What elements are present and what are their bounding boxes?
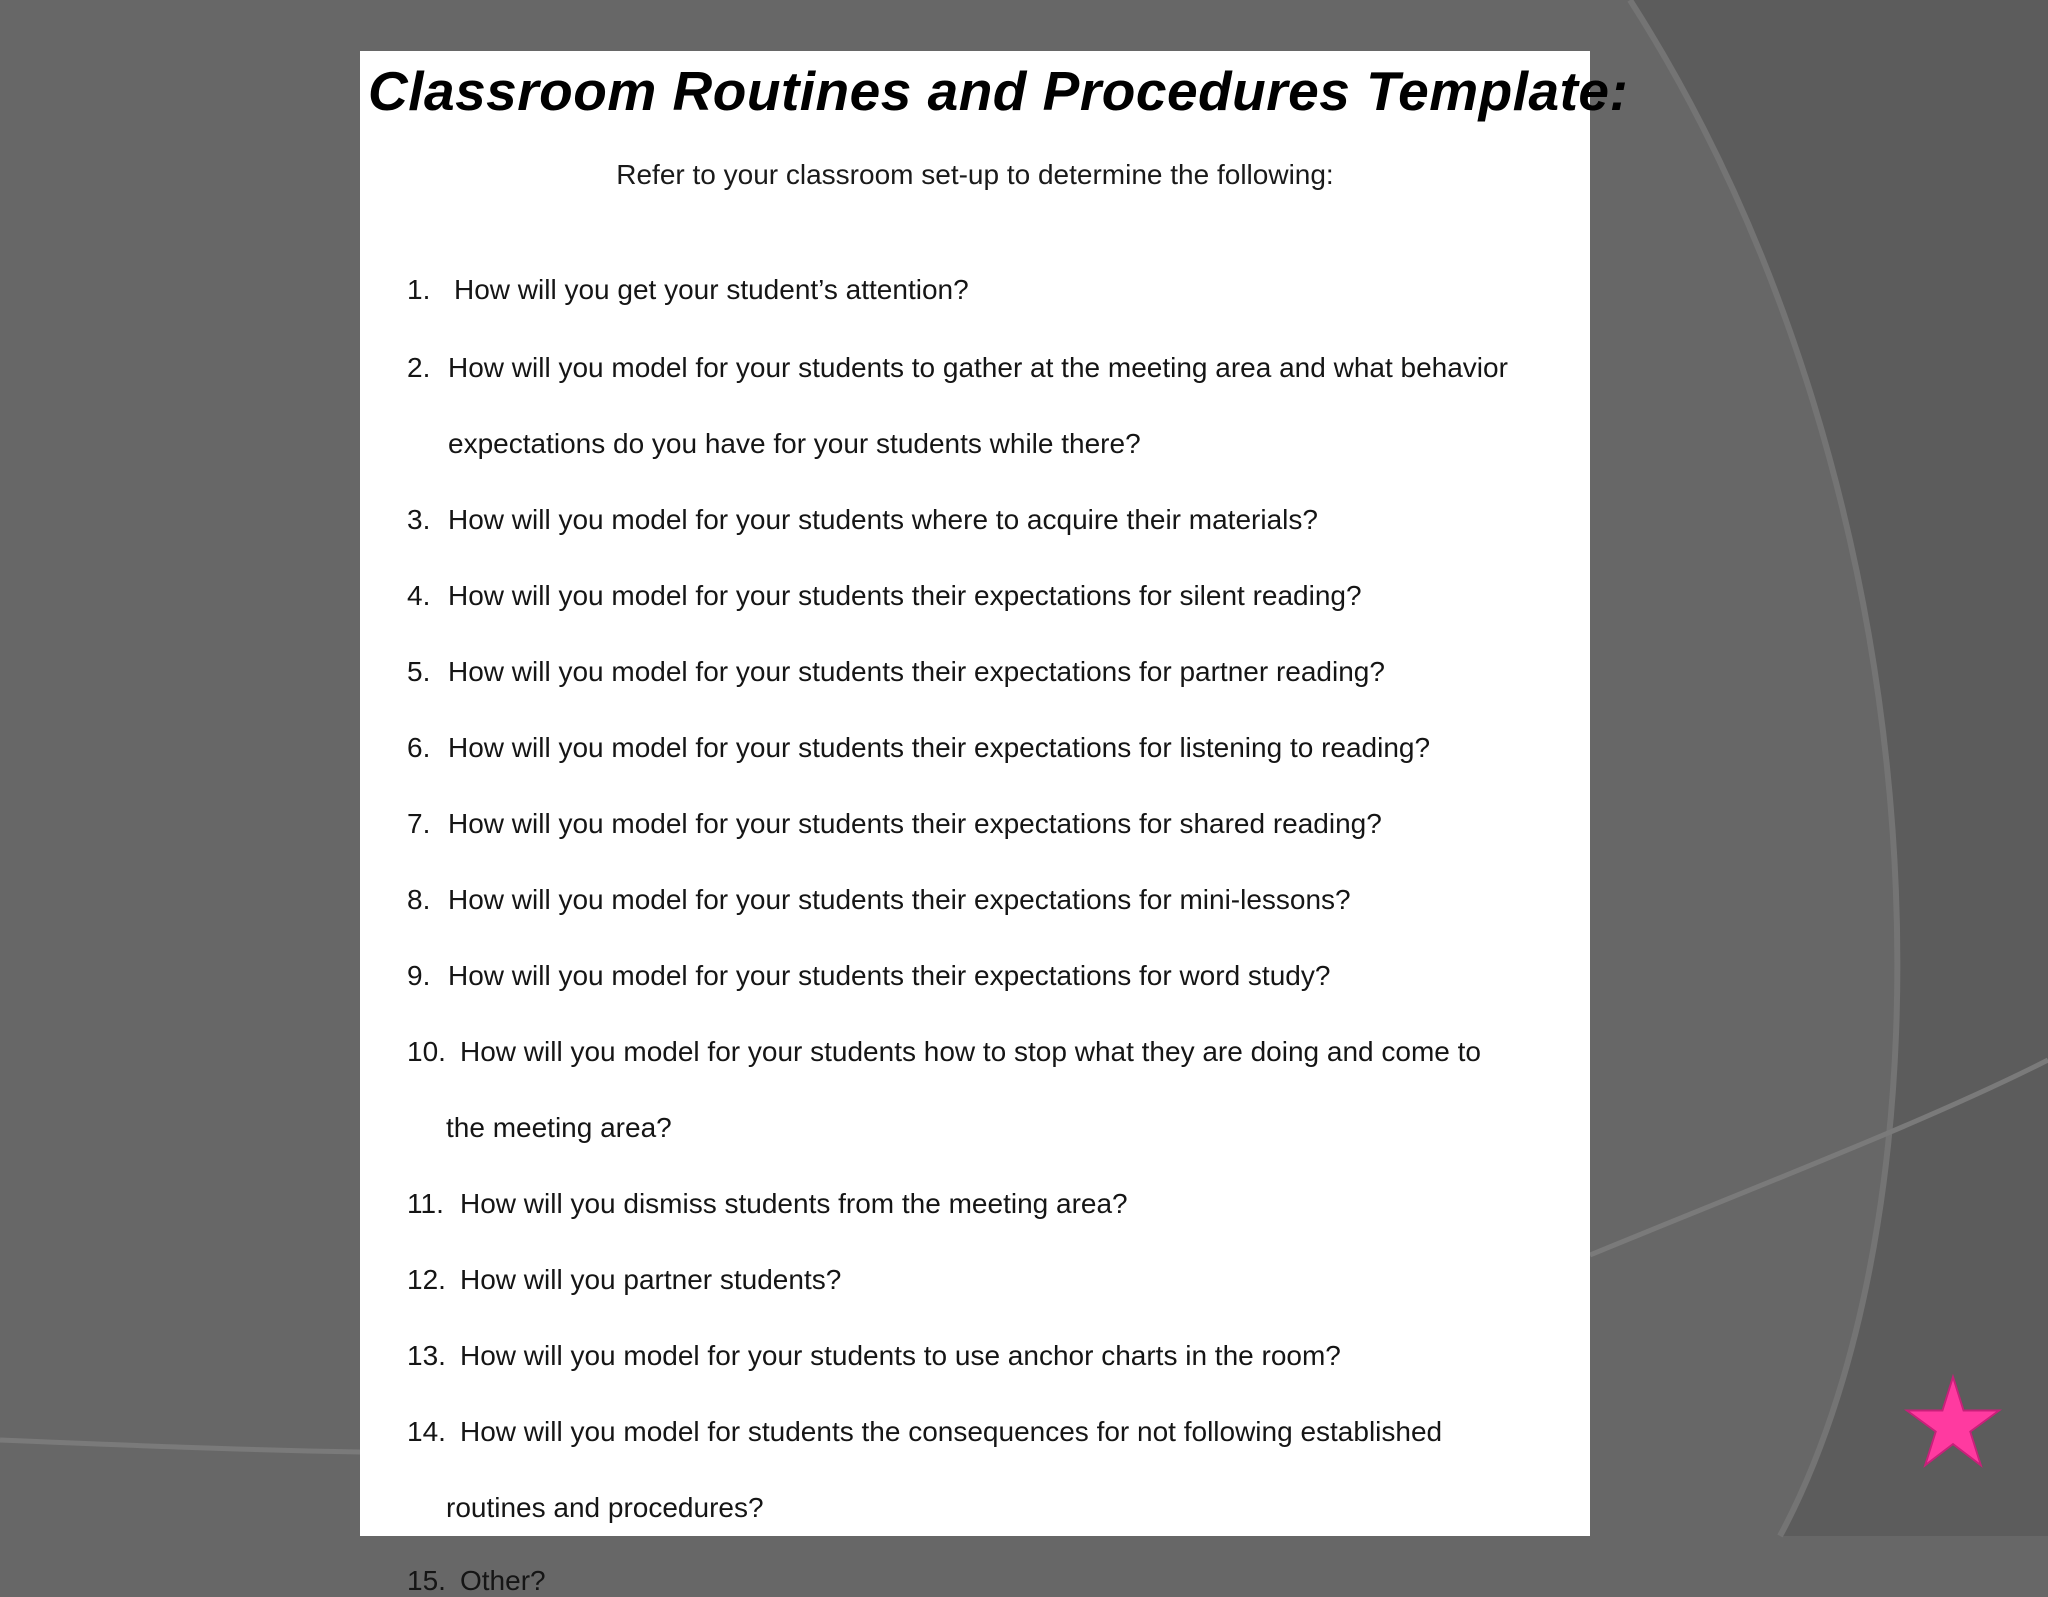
question-number: 5. [407, 656, 431, 687]
question-number: 3. [407, 504, 431, 535]
question-number: 10. [407, 1036, 446, 1067]
question-number: 2. [407, 352, 431, 383]
question-9 [407, 960, 1330, 992]
question-number: 6. [407, 732, 431, 763]
question-2 [407, 352, 1508, 384]
question-text: How will you model for your students where to acquire their materials? [448, 504, 1318, 535]
question-number: 1. [407, 274, 431, 305]
question-text: How will you get your student’s attention? [454, 274, 969, 305]
question-number: 9. [407, 960, 431, 991]
document-title: Classroom Routines and Procedures Template: [368, 60, 1629, 122]
question-1 [407, 274, 969, 306]
question-14 [407, 1416, 1442, 1448]
question-12 [407, 1264, 841, 1296]
question-2-continuation: expectations do you have for your students while there? [448, 428, 1141, 459]
question-number: 15. [407, 1565, 446, 1596]
question-text: How will you model for your students their expectations for word study? [448, 960, 1331, 991]
question-14-continuation: routines and procedures? [446, 1492, 764, 1523]
question-10-continuation: the meeting area? [446, 1112, 672, 1143]
question-10 [407, 1036, 1481, 1068]
question-13 [407, 1340, 1341, 1372]
document-subtitle: Refer to your classroom set-up to determine the following: [616, 159, 1334, 190]
question-number: 11. [407, 1188, 444, 1219]
question-7 [407, 808, 1382, 840]
question-text: How will you model for your students their expectations for partner reading? [448, 656, 1385, 687]
question-11 [407, 1188, 1128, 1220]
question-number: 12. [407, 1264, 446, 1295]
question-number: 14. [407, 1416, 446, 1447]
question-text: How will you model for your students to use anchor charts in the room? [460, 1340, 1341, 1371]
question-text: Other? [460, 1565, 546, 1596]
question-text: How will you partner students? [460, 1264, 842, 1295]
question-5 [407, 656, 1385, 688]
question-3 [407, 504, 1318, 536]
question-8 [407, 884, 1351, 916]
question-text: How will you model for your students their expectations for mini-lessons? [448, 884, 1351, 915]
star-icon [1905, 1375, 2001, 1471]
question-15 [407, 1565, 546, 1597]
question-number: 7. [407, 808, 431, 839]
question-number: 4. [407, 580, 431, 611]
question-6 [407, 732, 1430, 764]
question-text: How will you model for your students their expectations for shared reading? [448, 808, 1382, 839]
question-number: 8. [407, 884, 431, 915]
question-4 [407, 580, 1362, 612]
question-text: How will you model for your students to gather at the meeting area and what behavior [448, 352, 1508, 383]
question-number: 13. [407, 1340, 446, 1371]
question-text: How will you model for your students their expectations for silent reading? [448, 580, 1362, 611]
question-text: How will you model for your students their expectations for listening to reading? [448, 732, 1431, 763]
question-text: How will you model for students the consequences for not following established [460, 1416, 1443, 1447]
question-text: How will you model for your students how to stop what they are doing and come to [460, 1036, 1481, 1067]
question-text: How will you dismiss students from the meeting area? [460, 1188, 1128, 1219]
document-page [360, 51, 1629, 1596]
